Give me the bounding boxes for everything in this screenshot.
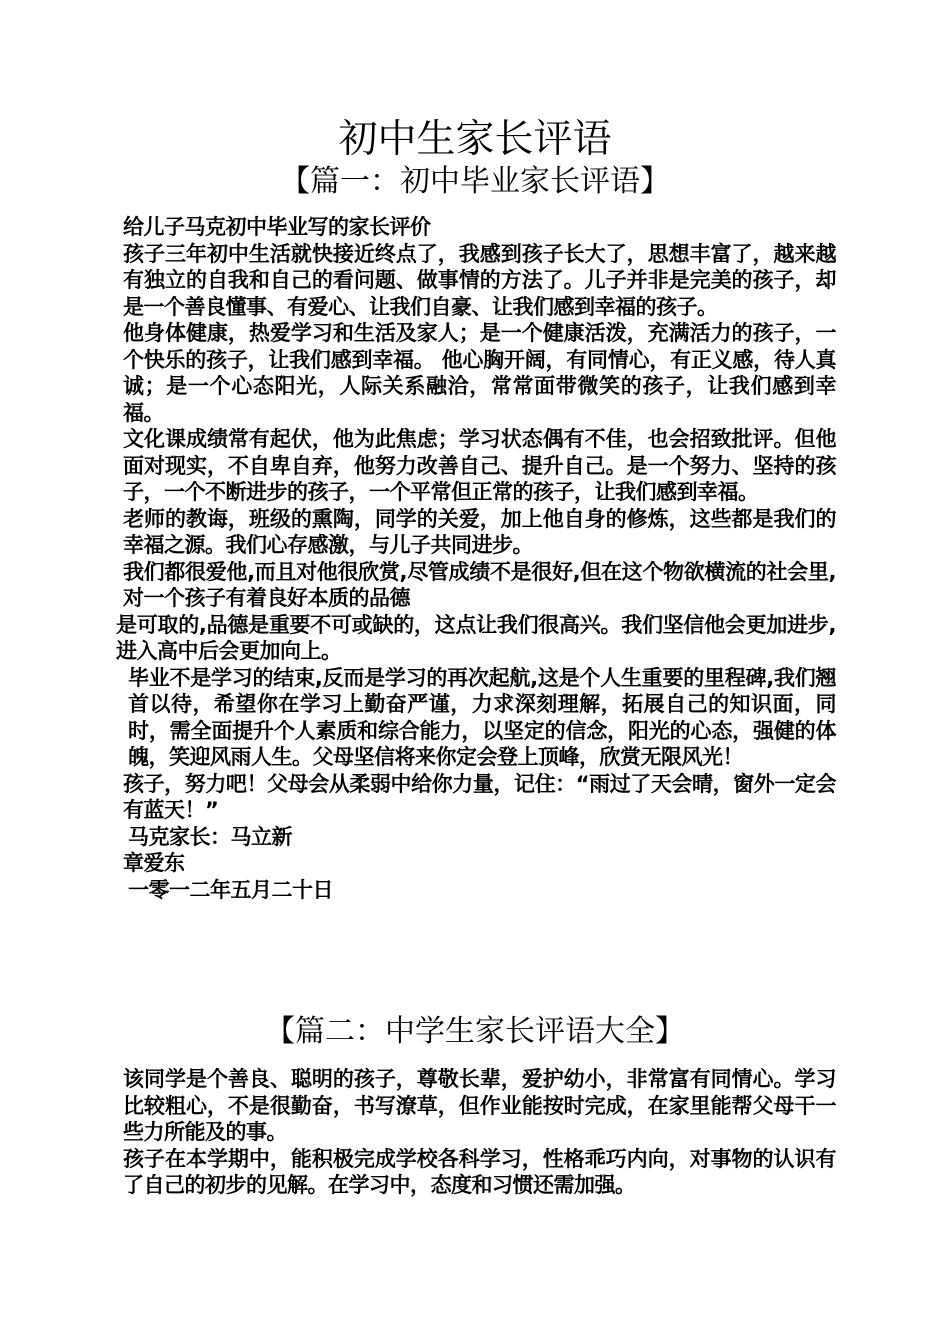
paragraph: 毕业不是学习的结束,反而是学习的再次起航,这是个人生重要的里程碑,我们翘首以待，希望你在学习上勤奋严谨，力求深刻理解，拓展自己的知识面，同时，需全面提升个人素质和综合能力，以坚定的信念，阳光的心态，强健的体魄，笑迎风雨人生。父母坚信将来你定会登上顶峰，欣赏无限风光！ — [128, 665, 836, 769]
signature-line: 章爱东 — [123, 851, 185, 875]
section-2-body — [116, 1066, 836, 1199]
paragraph: 孩子在本学期中，能积极完成学校各科学习，性格乖巧内向，对事物的认识有了自己的初步的见解。在学习中，态度和习惯还需加强。 — [123, 1146, 836, 1197]
paragraph: 我们都很爱他,而且对他很欣赏,尽管成绩不是很好,但在这个物欲横流的社会里,对一个孩子有着良好本质的品德 — [123, 559, 836, 610]
paragraph: 孩子，努力吧！父母会从柔弱中给你力量，记住：“雨过了天会晴，窗外一定会有蓝天！” — [123, 771, 836, 822]
paragraph: 是可取的,品德是重要不可或缺的，这点让我们很高兴。我们坚信他会更加进步,进入高中后会更加向上。 — [116, 612, 836, 663]
paragraph: 给儿子马克初中毕业写的家长评价 — [123, 215, 431, 239]
paragraph: 他身体健康，热爱学习和生活及家人；是一个健康活泼，充满活力的孩子，一个快乐的孩子，让我们感到幸福。 他心胸开阔，有同情心，有正义感，待人真诚；是一个心态阳光，人际关系融洽，常常面带微笑的孩子，让我们感到幸福。 — [123, 321, 836, 425]
paragraph: 孩子三年初中生活就快接近终点了，我感到孩子长大了，思想丰富了，越来越有独立的自我和自己的看问题、做事情的方法了。儿子并非是完美的孩子，却是一个善良懂事、有爱心、让我们自豪、让我们感到幸福的孩子。 — [123, 241, 836, 319]
date-line: 一零一二年五月二十日 — [128, 877, 333, 902]
section-heading-2: 【篇二：中学生家长评语大全】 — [265, 1014, 685, 1049]
document-title: 初中生家长评语 — [338, 117, 612, 162]
signature-line: 马克家长：马立新 — [128, 824, 292, 849]
paragraph: 文化课成绩常有起伏，他为此焦虑；学习状态偶有不佳，也会招致批评。但他面对现实，不自卑自弃，他努力改善自己、提升自己。是一个努力、坚持的孩子，一个不断进步的孩子，一个平常但正常的孩子，让我们感到幸福。 — [123, 427, 836, 504]
section-heading-1: 【篇一：初中毕业家长评语】 — [280, 164, 670, 199]
paragraph: 老师的教诲，班级的熏陶，同学的关爱，加上他自身的修炼，这些都是我们的幸福之源。我们心存感激，与儿子共同进步。 — [123, 506, 836, 557]
paragraph: 该同学是个善良、聪明的孩子，尊敬长辈，爱护幼小，非常富有同情心。学习比较粗心，不是很勤奋，书写潦草，但作业能按时完成，在家里能帮父母干一些力所能及的事。 — [123, 1067, 836, 1144]
section-1-body — [116, 214, 836, 903]
